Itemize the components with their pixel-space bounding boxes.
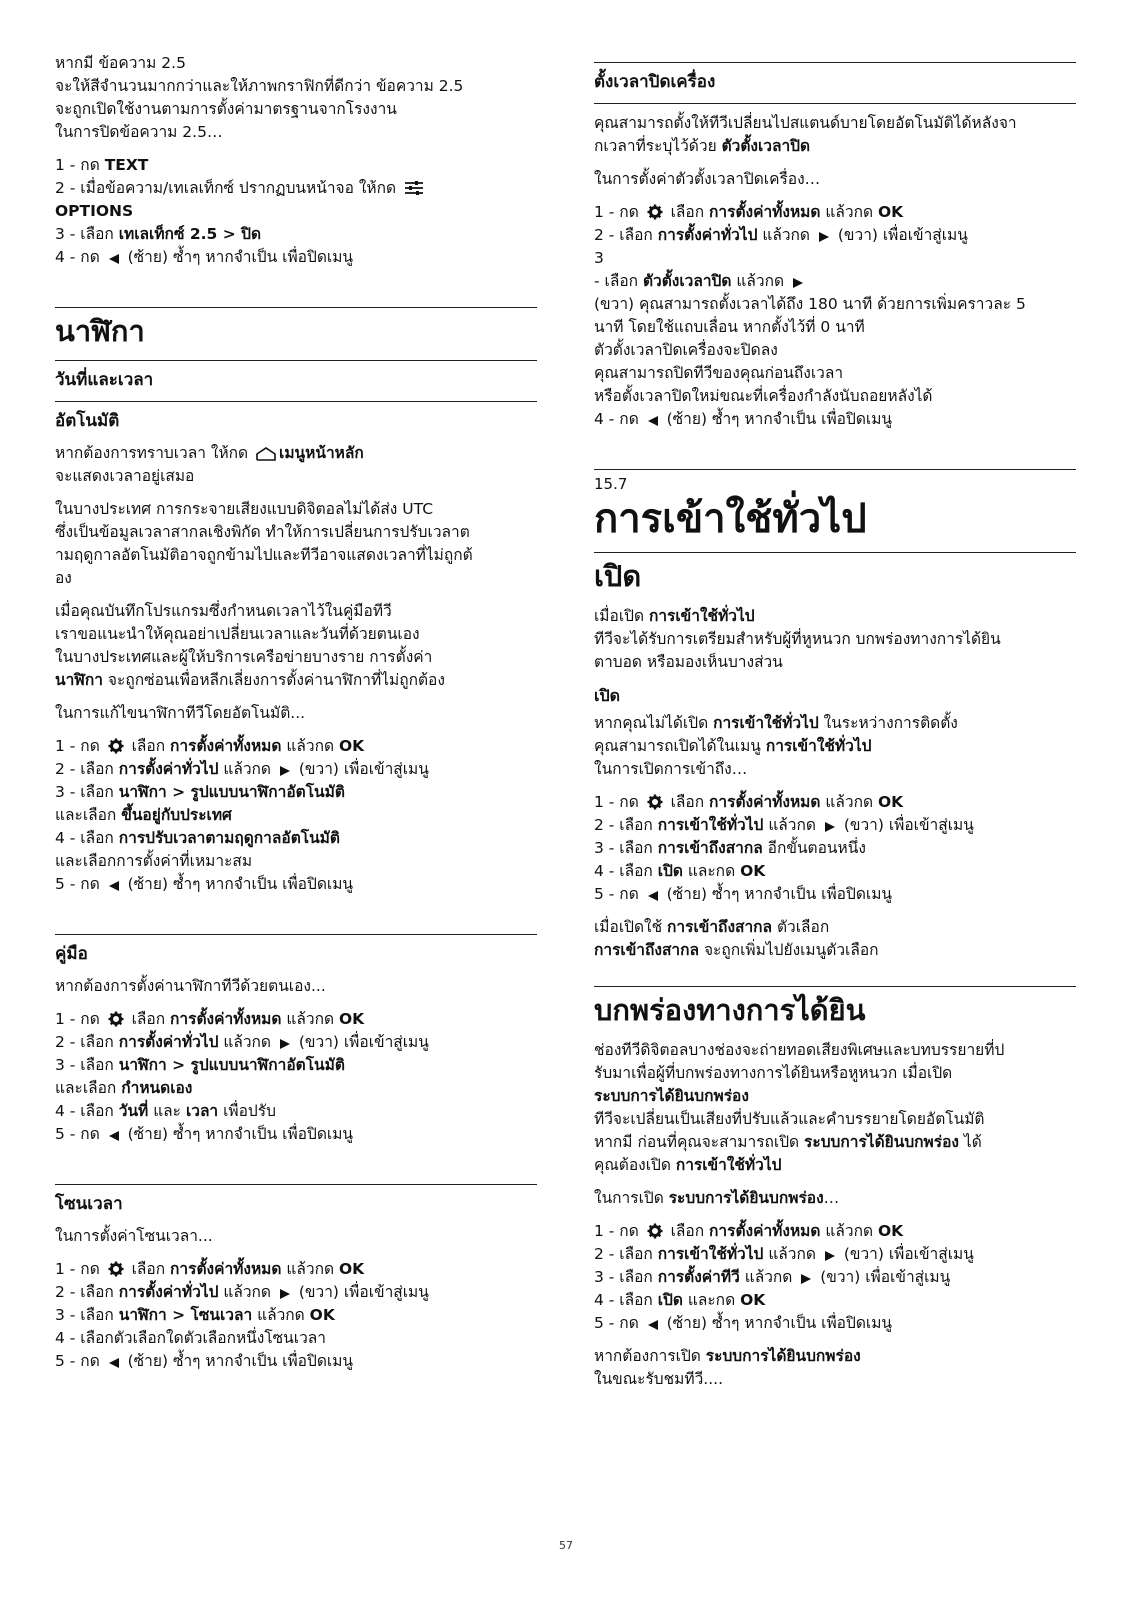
step-1: 1 - กด TEXT [55,156,149,174]
auto-p1: หากต้องการทราบเวลา ให้กด เมนูหน้าหลัก จะแสดงเวลาอยู่เสมอ [55,444,364,485]
divider [55,934,537,935]
right-arrow-icon [800,1273,812,1285]
section-title-clock: นาฬิกา [55,314,145,348]
divider [55,307,537,308]
step-4: 4 - เลือก วันที่ และ เวลา เพื่อปรับ [55,1102,276,1120]
step-2: 2 - เลือก การตั้งค่าทั่วไป แล้วกด (ขวา) เพื่อเข้าสู่เมนู [55,1033,429,1051]
auto-steps [55,735,537,896]
step-5: 5 - กด (ซ้าย) ซ้ำๆ หากจำเป็น เพื่อปิดเมนู [55,1125,354,1143]
step-1: 1 - กด เลือก การตั้งค่าทั้งหมด แล้วกด OK [594,793,904,811]
step-1: 1 - กด เลือก การตั้งค่าทั้งหมด แล้วกด OK [55,1010,365,1028]
subsection-title-manual: คู่มือ [55,944,88,964]
divider [55,401,537,402]
step-3: 3 - เลือก การตั้งค่าทีวี แล้วกด (ขวา) เพื่อเข้าสู่เมนู [594,1268,951,1286]
step-2: 2 - เลือก การเข้าใช้ทั่วไป แล้วกด (ขวา) เพื่อเข้าสู่เมนู [594,816,974,834]
step-5: 5 - กด (ซ้าย) ซ้ำๆ หากจำเป็น เพื่อปิดเมนู [594,1314,893,1332]
left-arrow-icon [108,1357,120,1369]
step-3b: และเลือก กำหนดเอง [55,1079,193,1097]
step-3: 3 - เลือก นาฬิกา > รูปแบบนาฬิกาอัตโนมัติ [55,783,345,801]
divider [594,62,1076,63]
step-3-line6: หรือตั้งเวลาปิดใหม่ขณะที่เครื่องกำลังนับถอยหลังได้ [594,387,933,405]
gear-icon [108,738,124,754]
step-1: 1 - กด เลือก การตั้งค่าทั้งหมด แล้วกด OK [55,1260,365,1278]
sleep-p2: ในการตั้งค่าตัวตั้งเวลาปิดเครื่อง… [594,170,821,188]
universal-p3: เมื่อเปิดใช้ การเข้าถึงสากล ตัวเลือก การเข้าถึงสากล จะถูกเพิ่มไปยังเมนูตัวเลือก [594,918,879,959]
right-arrow-icon [824,821,836,833]
step-3-line4: ตัวตั้งเวลาปิดเครื่องจะปิดลง [594,341,778,359]
universal-steps [594,791,1076,906]
manual-steps [55,1008,537,1146]
gear-icon [108,1011,124,1027]
step-4: 4 - กด (ซ้าย) ซ้ำๆ หากจำเป็น เพื่อปิดเมนู [594,410,893,428]
auto-p4: ในการแก้ไขนาฬิกาทีวีโดยอัตโนมัติ... [55,704,306,722]
sleep-p1: คุณสามารถตั้งให้ทีวีเปลี่ยนไปสแตนด์บายโดยอัตโนมัติได้หลังจา กเวลาที่ระบุไว้ด้วย ตัวตั้งเวลาปิด [594,114,1017,155]
right-arrow-icon [818,231,830,243]
left-arrow-icon [647,890,659,902]
right-arrow-icon [792,277,804,289]
step-3: - เลือก ตัวตั้งเวลาปิด แล้วกด [594,270,1076,293]
section-title-on: เปิด [594,559,642,593]
step-4: 4 - เลือก เปิด และกด OK [594,862,766,880]
chapter-title-universal-access: การเข้าใช้ทั่วไป [594,496,867,542]
divider [594,469,1076,470]
manual-p1: หากต้องการตั้งค่านาฬิกาทีวีด้วยตนเอง... [55,977,326,995]
subsection-title-sleep: ตั้งเวลาปิดเครื่อง [594,72,716,92]
page-number: 57 [559,1539,573,1552]
gear-icon [647,1223,663,1239]
step-2: 2 - เลือก การเข้าใช้ทั่วไป แล้วกด (ขวา) เพื่อเข้าสู่เมนู [594,1245,974,1263]
step-3: 3 - เลือก นาฬิกา > โซนเวลา แล้วกด OK [55,1306,335,1324]
subsection-title-timezone: โซนเวลา [55,1194,123,1214]
subsection-title-auto: อัตโนมัติ [55,411,120,431]
sleep-steps [594,201,1076,431]
subsection-title-date-time: วันที่และเวลา [55,370,154,390]
divider [594,552,1076,553]
auto-p2: ในบางประเทศ การกระจายเสียงแบบดิจิตอลไม่ได้ส่ง UTC ซึ่งเป็นข้อมูลเวลาสากลเชิงพิกัด ทำให้การเปลี่ยนการปรับเวลาต ามฤดูกาลอัตโนมัติอาจถูกข้ามไปและทีวีอาจแสดงเวลาที่ไม่ถูกต้ อง [55,500,473,587]
step-4: 4 - เลือก เปิด และกด OK [594,1291,766,1309]
subsection-title-on: เปิด [594,686,621,705]
step-2: 2 - เมื่อข้อความ/เทเลเท็กซ์ ปรากฏบนหน้าจอ ให้กด OPTIONS [55,177,537,223]
step-4: 4 - เลือก การปรับเวลาตามฤดูกาลอัตโนมัติ [55,829,340,847]
left-arrow-icon [108,1130,120,1142]
divider [55,360,537,361]
step-3-line5: คุณสามารถปิดทีวีของคุณก่อนถึงเวลา [594,364,844,382]
step-3-line3: นาที โดยใช้แถบเลื่อน หากตั้งไว้ที่ 0 นาที [594,318,865,336]
step-1: 1 - กด เลือก การตั้งค่าทั้งหมด แล้วกด OK [594,203,904,221]
hearing-steps [594,1220,1076,1335]
right-arrow-icon [279,1038,291,1050]
right-arrow-icon [824,1250,836,1262]
step-3: 3 - เลือก การเข้าถึงสากล อีกขั้นตอนหนึ่ง [594,839,866,857]
step-4b: และเลือกการตั้งค่าที่เหมาะสม [55,852,253,870]
right-column [594,62,1076,1401]
step-1: 1 - กด เลือก การตั้งค่าทั้งหมด แล้วกด OK [594,1222,904,1240]
timezone-p1: ในการตั้งค่าโซนเวลา... [55,1227,213,1245]
gear-icon [647,794,663,810]
step-3-number: 3 [594,249,604,267]
section-number: 15.7 [594,475,628,493]
divider [594,986,1076,987]
teletext-steps [55,154,537,269]
divider [594,103,1076,104]
left-arrow-icon [647,415,659,427]
divider [55,1184,537,1185]
hearing-p2: ในการเปิด ระบบการได้ยินบกพร่อง… [594,1189,840,1207]
hearing-p3: หากต้องการเปิด ระบบการได้ยินบกพร่อง ในขณะรับชมทีวี.... [594,1347,861,1388]
step-3b: และเลือก ขึ้นอยู่กับประเทศ [55,806,232,824]
timezone-steps [55,1258,537,1373]
right-arrow-icon [279,1288,291,1300]
auto-p3: เมื่อคุณบันทึกโปรแกรมซึ่งกำหนดเวลาไว้ในคู่มือทีวี เราขอแนะนำให้คุณอย่าเปลี่ยนเวลาและวันที่ด้วยตนเอง ในบางประเทศและผู้ให้บริการเครือข่ายบางราย การตั้งค่า นาฬิกา จะถูกซ่อนเพื่อหลีกเลี่ยงการตั้งค่านาฬิกาที่ไม่ถูกต้อง [55,602,445,689]
left-arrow-icon [647,1319,659,1331]
step-1: 1 - กด เลือก การตั้งค่าทั้งหมด แล้วกด OK [55,737,365,755]
hearing-p1: ช่องทีวีดิจิตอลบางช่องจะถ่ายทอดเสียงพิเศษและบทบรรยายที่ป รับมาเพื่อผู้ที่บกพร่องทางการได้ยินหรือหูหนวก เมื่อเปิด ระบบการได้ยินบกพร่อง ทีวีจะเปลี่ยนเป็นเสียงที่ปรับแล้วและคำบรรยายโดยอัตโนมัติ หากมี ก่อนที่คุณจะสามารถเปิด ระบบการได้ยินบกพร่อง ได้ คุณต้องเปิด การเข้าใช้ทั่วไป [594,1041,1005,1174]
step-3-line2: (ขวา) คุณสามารถตั้งเวลาได้ถึง 180 นาที ด้วยการเพิ่มคราวละ 5 [594,295,1026,313]
left-column [55,52,537,1383]
step-5: 5 - กด (ซ้าย) ซ้ำๆ หากจำเป็น เพื่อปิดเมนู [55,875,354,893]
step-2: 2 - เลือก การตั้งค่าทั่วไป แล้วกด (ขวา) เพื่อเข้าสู่เมนู [594,226,968,244]
step-2: 2 - เลือก การตั้งค่าทั่วไป แล้วกด (ขวา) เพื่อเข้าสู่เมนู [55,760,429,778]
right-arrow-icon [279,765,291,777]
step-5: 5 - กด (ซ้าย) ซ้ำๆ หากจำเป็น เพื่อปิดเมนู [55,1352,354,1370]
step-3: 3 - เลือก เทเลเท็กซ์ 2.5 > ปิด [55,225,262,243]
teletext-intro: หากมี ข้อความ 2.5 จะให้สีจำนวนมากกว่าและให้ภาพกราฟิกที่ดีกว่า ข้อความ 2.5 จะถูกเปิดใช้งานตามการตั้งค่ามาตรฐานจากโรงงาน ในการปิดข้อความ 2.5… [55,54,464,141]
section-title-hearing: บกพร่องทางการได้ยิน [594,993,866,1027]
universal-p2: หากคุณไม่ได้เปิด การเข้าใช้ทั่วไป ในระหว่างการติดตั้ง คุณสามารถเปิดได้ในเมนู การเข้าใช้ทั่วไป ในการเปิดการเข้าถึง… [594,714,958,778]
step-5: 5 - กด (ซ้าย) ซ้ำๆ หากจำเป็น เพื่อปิดเมนู [594,885,893,903]
universal-p1: เมื่อเปิด การเข้าใช้ทั่วไป ทีวีจะได้รับการเตรียมสำหรับผู้ที่หูหนวก บกพร่องทางการได้ยิน ตาบอด หรือมองเห็นบางส่วน [594,607,1001,671]
left-arrow-icon [108,253,120,265]
gear-icon [108,1261,124,1277]
step-3: 3 - เลือก นาฬิกา > รูปแบบนาฬิกาอัตโนมัติ [55,1056,345,1074]
step-2: 2 - เลือก การตั้งค่าทั่วไป แล้วกด (ขวา) เพื่อเข้าสู่เมนู [55,1283,429,1301]
options-icon [404,180,424,196]
step-4: 4 - เลือกตัวเลือกใดตัวเลือกหนึ่งโซนเวลา [55,1329,326,1347]
left-arrow-icon [108,880,120,892]
step-4: 4 - กด (ซ้าย) ซ้ำๆ หากจำเป็น เพื่อปิดเมนู [55,248,354,266]
home-icon [256,447,276,461]
gear-icon [647,204,663,220]
